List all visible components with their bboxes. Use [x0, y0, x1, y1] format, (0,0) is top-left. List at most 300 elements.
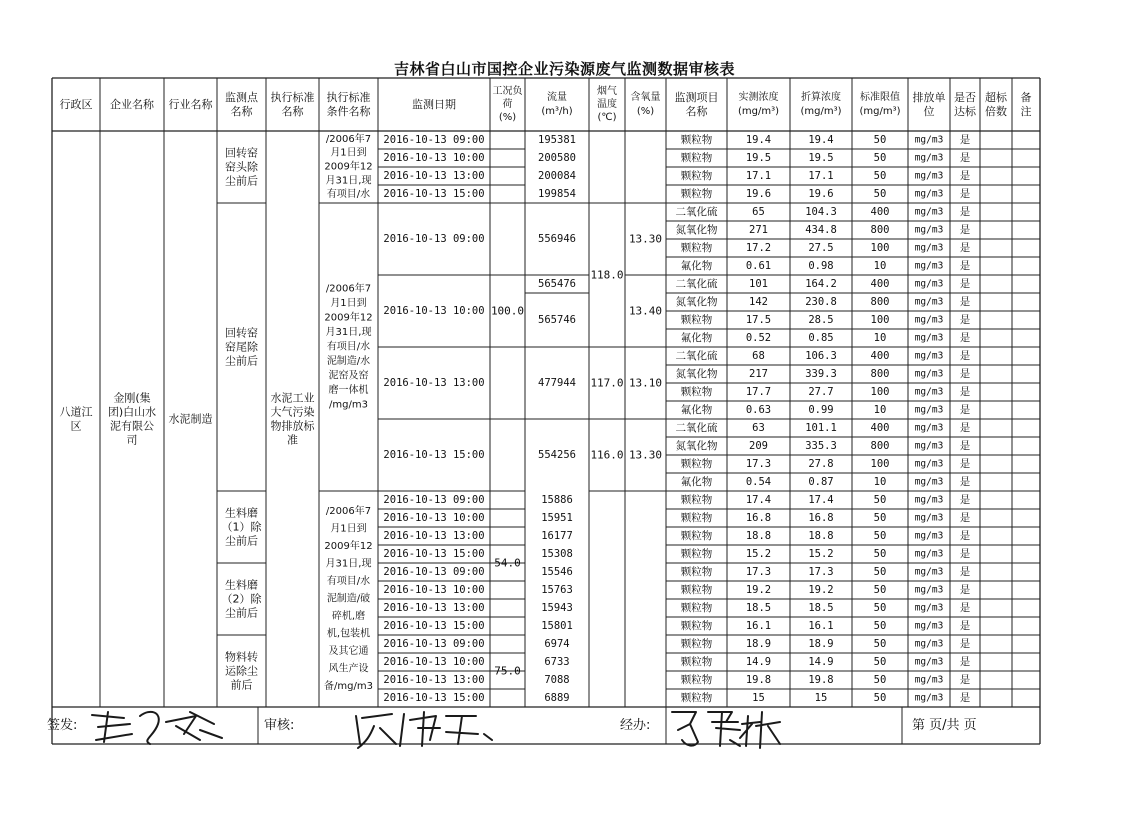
unit-cell: mg/m3 [914, 638, 944, 650]
header-measured: 实测浓度 [738, 92, 779, 103]
measured-cell: 0.61 [745, 260, 772, 272]
item-cell: 氟化物 [680, 404, 713, 416]
oxygen-cell: 13.10 [628, 376, 663, 390]
header-date: 监测日期 [412, 98, 456, 111]
condition-mills: 机,包装机 [326, 628, 371, 640]
unit-cell: mg/m3 [914, 332, 944, 344]
item-cell: 氟化物 [680, 332, 713, 344]
condition-kiln-tail: 有项目/水 [326, 341, 371, 353]
date-cell: 2016-10-13 10:00 [383, 152, 485, 164]
unit-cell: mg/m3 [914, 476, 944, 488]
measured-cell: 17.1 [745, 170, 772, 182]
header-standard: 名称 [281, 105, 304, 118]
date-cell: 2016-10-13 10:00 [383, 305, 485, 317]
measured-cell: 18.5 [745, 602, 772, 614]
meets-cell: 是 [959, 296, 971, 308]
unit-cell: mg/m3 [914, 242, 944, 254]
condition-mills: 及其它通 [328, 646, 369, 657]
flow-cell: 565746 [538, 314, 576, 326]
item-cell: 颗粒物 [680, 512, 713, 524]
unit-cell: mg/m3 [914, 692, 944, 704]
converted-cell: 27.7 [808, 386, 834, 398]
converted-cell: 18.9 [808, 638, 834, 650]
header-exceed: 倍数 [985, 105, 1007, 118]
measured-cell: 0.54 [745, 476, 772, 488]
company-cell: 泥有限公 [110, 419, 154, 433]
unit-cell: mg/m3 [914, 674, 944, 686]
measured-cell: 209 [749, 440, 768, 452]
date-cell: 2016-10-13 15:00 [383, 548, 485, 560]
converted-cell: 0.85 [808, 332, 834, 344]
industry-cell: 水泥制造 [168, 412, 213, 426]
issue-signature [92, 712, 222, 744]
date-cell: 2016-10-13 09:00 [383, 638, 485, 650]
header-item: 名称 [685, 105, 708, 118]
item-cell: 颗粒物 [680, 566, 713, 578]
date-cell: 2016-10-13 10:00 [383, 512, 485, 524]
region-cell: 八道江 [59, 405, 93, 419]
measured-cell: 15 [752, 692, 765, 704]
condition-mills: 风生产设 [328, 663, 369, 675]
measured-cell: 65 [752, 206, 765, 218]
measured-cell: 18.9 [745, 638, 772, 650]
header-load: (%) [498, 112, 517, 123]
flow-cell: 15763 [541, 584, 573, 596]
flow-cell: 6974 [544, 638, 570, 650]
flow-cell: 15951 [541, 512, 573, 524]
header-converted: 折算浓度 [801, 92, 841, 103]
measured-cell: 19.5 [745, 152, 772, 164]
condition-mills: 月1日到 [330, 523, 367, 535]
condition-kiln-tail: /2006年7 [325, 283, 372, 295]
limit-cell: 800 [870, 224, 890, 236]
header-industry: 行业名称 [168, 98, 213, 111]
unit-cell: mg/m3 [914, 134, 944, 146]
item-cell: 二氧化硫 [675, 206, 718, 218]
header-temp: 烟气 [597, 86, 617, 97]
oxygen-cell: 13.30 [628, 232, 663, 246]
measured-cell: 19.4 [745, 134, 772, 146]
condition-mills: 备/mg/m3 [324, 681, 373, 692]
converted-cell: 17.4 [808, 494, 834, 506]
unit-cell: mg/m3 [914, 620, 944, 632]
flow-cell: 200084 [538, 170, 576, 182]
meets-cell: 是 [959, 548, 971, 560]
limit-cell: 400 [870, 278, 890, 290]
converted-cell: 18.8 [808, 530, 834, 542]
flow-cell: 7088 [544, 674, 570, 686]
item-cell: 颗粒物 [680, 638, 713, 650]
limit-cell: 10 [873, 404, 887, 416]
converted-cell: 16.1 [808, 620, 834, 632]
flow-cell: 6889 [544, 692, 570, 704]
condition-mills: 月31日,现 [325, 558, 372, 570]
condition-kiln-head: /2006年7 [325, 133, 372, 145]
header-unit: 位 [923, 105, 935, 118]
item-cell: 颗粒物 [680, 458, 713, 470]
header-load: 工况负 [492, 86, 523, 97]
flow-cell: 199854 [538, 188, 576, 200]
handler-label: 经办: [620, 718, 651, 733]
meets-cell: 是 [959, 494, 971, 506]
item-cell: 氮氧化物 [675, 440, 718, 452]
unit-cell: mg/m3 [914, 350, 944, 362]
measured-cell: 17.3 [745, 458, 772, 470]
item-cell: 颗粒物 [680, 314, 713, 326]
meets-cell: 是 [959, 458, 971, 470]
measured-cell: 19.6 [745, 188, 772, 200]
flow-cell: 565476 [538, 278, 576, 290]
flow-cell: 477944 [538, 377, 576, 389]
limit-cell: 400 [870, 350, 890, 362]
measured-cell: 17.3 [745, 566, 772, 578]
standard-cell: 物排放标 [270, 419, 315, 433]
meets-cell: 是 [959, 260, 971, 272]
flow-cell: 15886 [541, 494, 573, 506]
measured-cell: 19.2 [745, 584, 772, 596]
flow-cell: 15546 [541, 566, 573, 578]
unit-cell: mg/m3 [914, 260, 944, 272]
converted-cell: 106.3 [805, 350, 837, 362]
point-kiln-head: 窑头除 [225, 160, 258, 174]
meets-cell: 是 [959, 476, 971, 488]
header-meets: 达标 [954, 105, 976, 118]
point-material-transfer: 物料转 [225, 650, 258, 664]
date-cell: 2016-10-13 09:00 [383, 494, 485, 506]
limit-cell: 50 [873, 602, 887, 614]
limit-cell: 50 [873, 656, 887, 668]
condition-mills: 碎机,磨 [331, 611, 366, 622]
flow-cell: 16177 [541, 530, 573, 542]
measured-cell: 16.8 [745, 512, 772, 524]
meets-cell: 是 [959, 242, 971, 254]
unit-cell: mg/m3 [914, 566, 944, 578]
meets-cell: 是 [959, 170, 971, 182]
limit-cell: 50 [873, 584, 887, 596]
flow-cell: 15943 [541, 602, 573, 614]
meets-cell: 是 [959, 512, 971, 524]
header-temp: 温度 [597, 99, 617, 110]
measured-cell: 271 [749, 224, 768, 236]
point-raw-mill-2: （2）除 [221, 592, 262, 606]
condition-kiln-tail: 泥制造/水 [326, 356, 371, 367]
header-load: 荷 [502, 99, 513, 110]
measured-cell: 17.7 [745, 386, 772, 398]
point-raw-mill-2: 生料磨 [225, 578, 258, 592]
load-kiln: 100.0 [490, 304, 525, 318]
meets-cell: 是 [959, 620, 971, 632]
limit-cell: 100 [870, 458, 890, 470]
item-cell: 颗粒物 [680, 170, 713, 182]
unit-cell: mg/m3 [914, 458, 944, 470]
limit-cell: 800 [870, 296, 890, 308]
unit-cell: mg/m3 [914, 170, 944, 182]
meets-cell: 是 [959, 422, 971, 434]
item-cell: 颗粒物 [680, 584, 713, 596]
unit-cell: mg/m3 [914, 224, 944, 236]
limit-cell: 50 [873, 638, 887, 650]
oxygen-cell: 13.40 [628, 304, 663, 318]
header-point: 监测点 [225, 91, 258, 104]
limit-cell: 50 [873, 566, 887, 578]
limit-cell: 50 [873, 170, 887, 182]
limit-cell: 10 [873, 476, 887, 488]
limit-cell: 100 [870, 242, 890, 254]
item-cell: 颗粒物 [680, 548, 713, 560]
condition-kiln-tail: 泥窑及窑 [328, 370, 369, 382]
condition-kiln-tail: 磨一体机 [328, 385, 369, 396]
header-remark: 备 [1020, 91, 1032, 104]
measured-cell: 63 [752, 422, 765, 434]
point-kiln-tail: 尘前后 [225, 354, 258, 368]
header-condition: 条件名称 [326, 105, 371, 118]
unit-cell: mg/m3 [914, 656, 944, 668]
unit-cell: mg/m3 [914, 512, 944, 524]
item-cell: 二氧化硫 [675, 422, 718, 434]
converted-cell: 0.98 [808, 260, 834, 272]
date-cell: 2016-10-13 13:00 [383, 530, 485, 542]
item-cell: 颗粒物 [680, 152, 713, 164]
point-kiln-head: 尘前后 [225, 174, 258, 188]
flow-cell: 200580 [538, 152, 576, 164]
condition-mills: 有项目/水 [326, 576, 371, 587]
header-meets: 是否 [954, 91, 976, 104]
converted-cell: 0.87 [808, 476, 834, 488]
date-cell: 2016-10-13 09:00 [383, 233, 485, 245]
date-cell: 2016-10-13 15:00 [383, 620, 485, 632]
item-cell: 颗粒物 [680, 656, 713, 668]
date-cell: 2016-10-13 10:00 [383, 584, 485, 596]
converted-cell: 101.1 [805, 422, 837, 434]
item-cell: 氮氧化物 [675, 224, 718, 236]
item-cell: 颗粒物 [680, 674, 713, 686]
item-cell: 氮氧化物 [675, 296, 718, 308]
limit-cell: 50 [873, 134, 887, 146]
measured-cell: 0.63 [745, 404, 772, 416]
temp-cell: 117.0 [590, 376, 624, 390]
unit-cell: mg/m3 [914, 368, 944, 380]
review-label: 审核: [264, 718, 295, 733]
point-raw-mill-1: （1）除 [221, 520, 262, 534]
header-limit: 标准限值 [860, 92, 900, 103]
converted-cell: 164.2 [805, 278, 837, 290]
meets-cell: 是 [959, 224, 971, 236]
measured-cell: 14.9 [745, 656, 772, 668]
limit-cell: 800 [870, 368, 890, 380]
item-cell: 颗粒物 [680, 692, 713, 704]
limit-cell: 100 [870, 386, 890, 398]
converted-cell: 18.5 [808, 602, 834, 614]
meets-cell: 是 [959, 350, 971, 362]
condition-kiln-tail: 月31日,现 [325, 327, 372, 338]
point-kiln-tail: 回转窑 [225, 326, 258, 340]
meets-cell: 是 [959, 602, 971, 614]
header-exceed: 超标 [985, 91, 1007, 104]
limit-cell: 10 [873, 260, 887, 272]
limit-cell: 50 [873, 548, 887, 560]
company-cell: 司 [126, 433, 138, 447]
meets-cell: 是 [959, 404, 971, 416]
meets-cell: 是 [959, 152, 971, 164]
measured-cell: 17.5 [745, 314, 772, 326]
point-material-transfer: 运除尘 [225, 664, 258, 678]
company-cell: 金刚(集 [113, 391, 151, 405]
meets-cell: 是 [959, 134, 971, 146]
measured-cell: 68 [752, 350, 765, 362]
measured-cell: 0.52 [745, 332, 772, 344]
converted-cell: 17.1 [808, 170, 834, 182]
date-cell: 2016-10-13 13:00 [383, 674, 485, 686]
limit-cell: 10 [873, 332, 887, 344]
limit-cell: 50 [873, 494, 887, 506]
flow-cell: 195381 [538, 134, 576, 146]
unit-cell: mg/m3 [914, 422, 944, 434]
flow-cell: 15308 [541, 548, 573, 560]
flow-cell: 6733 [544, 656, 570, 668]
item-cell: 二氧化硫 [675, 278, 718, 290]
limit-cell: 400 [870, 206, 890, 218]
measured-cell: 142 [749, 296, 768, 308]
header-measured: (mg/m³) [737, 106, 780, 117]
header-unit: 排放单 [912, 91, 946, 104]
measured-cell: 18.8 [745, 530, 772, 542]
meets-cell: 是 [959, 314, 971, 326]
flow-cell: 554256 [538, 449, 576, 461]
handler-signature [672, 712, 780, 748]
date-cell: 2016-10-13 09:00 [383, 566, 485, 578]
meets-cell: 是 [959, 332, 971, 344]
condition-kiln-head: 月1日到 [330, 147, 367, 159]
unit-cell: mg/m3 [914, 278, 944, 290]
region-cell: 区 [70, 419, 82, 433]
unit-cell: mg/m3 [914, 386, 944, 398]
meets-cell: 是 [959, 386, 971, 398]
header-standard: 执行标准 [270, 91, 315, 104]
header-temp: (℃) [597, 112, 617, 123]
point-raw-mill-2: 尘前后 [225, 606, 258, 620]
converted-cell: 16.8 [808, 512, 834, 524]
converted-cell: 17.3 [808, 566, 834, 578]
converted-cell: 15 [814, 692, 828, 704]
unit-cell: mg/m3 [914, 152, 944, 164]
unit-cell: mg/m3 [914, 296, 944, 308]
meets-cell: 是 [959, 440, 971, 452]
temp-cell: 118.0 [590, 268, 624, 282]
condition-kiln-tail: 月1日到 [330, 298, 367, 309]
point-kiln-head: 回转窑 [225, 146, 258, 160]
converted-cell: 339.3 [805, 368, 837, 380]
date-cell: 2016-10-13 15:00 [383, 692, 485, 704]
document-title: 吉林省白山市国控企业污染源废气监测数据审核表 [393, 60, 735, 78]
converted-cell: 27.8 [808, 458, 834, 470]
point-kiln-tail: 窑尾除 [225, 340, 258, 354]
header-limit: (mg/m³) [859, 106, 901, 117]
unit-cell: mg/m3 [914, 602, 944, 614]
unit-cell: mg/m3 [914, 494, 944, 506]
measured-cell: 19.8 [745, 674, 772, 686]
unit-cell: mg/m3 [914, 404, 944, 416]
load-mill: 54.0 [494, 556, 521, 570]
header-company: 企业名称 [110, 98, 154, 111]
header-flow: (m³/h) [541, 106, 573, 117]
limit-cell: 50 [873, 692, 887, 704]
unit-cell: mg/m3 [914, 206, 944, 218]
standard-cell: 大气污染 [270, 405, 315, 419]
standard-cell: 准 [287, 433, 298, 447]
measured-cell: 16.1 [745, 620, 772, 632]
converted-cell: 104.3 [805, 206, 837, 218]
issue-label: 签发: [47, 718, 78, 733]
converted-cell: 0.99 [808, 404, 834, 416]
item-cell: 颗粒物 [680, 494, 713, 506]
item-cell: 颗粒物 [680, 188, 713, 200]
item-cell: 颗粒物 [680, 134, 713, 146]
converted-cell: 19.4 [808, 134, 834, 146]
measured-cell: 17.2 [745, 242, 772, 254]
item-cell: 氟化物 [680, 260, 713, 272]
limit-cell: 800 [870, 440, 890, 452]
point-raw-mill-1: 尘前后 [225, 534, 258, 548]
unit-cell: mg/m3 [914, 548, 944, 560]
limit-cell: 50 [873, 674, 887, 686]
date-cell: 2016-10-13 15:00 [383, 188, 485, 200]
date-cell: 2016-10-13 13:00 [383, 377, 485, 389]
header-oxygen: (%) [636, 106, 655, 117]
measured-cell: 217 [749, 368, 768, 380]
limit-cell: 50 [873, 620, 887, 632]
flow-cell: 556946 [538, 233, 576, 245]
converted-cell: 19.6 [808, 188, 834, 200]
meets-cell: 是 [959, 278, 971, 290]
limit-cell: 400 [870, 422, 890, 434]
item-cell: 二氧化硫 [675, 350, 718, 362]
converted-cell: 335.3 [805, 440, 837, 452]
flow-cell: 15801 [541, 620, 573, 632]
limit-cell: 50 [873, 530, 887, 542]
date-cell: 2016-10-13 15:00 [383, 449, 485, 461]
header-condition: 执行标准 [326, 91, 371, 104]
load-transfer: 75.0 [494, 664, 521, 678]
converted-cell: 19.8 [808, 674, 834, 686]
condition-kiln-tail: /mg/m3 [329, 399, 368, 411]
unit-cell: mg/m3 [914, 314, 944, 326]
header-point: 名称 [230, 105, 253, 118]
date-cell: 2016-10-13 09:00 [383, 134, 485, 146]
meets-cell: 是 [959, 530, 971, 542]
header-converted: (mg/m³) [800, 106, 842, 117]
converted-cell: 14.9 [808, 656, 834, 668]
unit-cell: mg/m3 [914, 530, 944, 542]
meets-cell: 是 [959, 674, 971, 686]
oxygen-cell: 13.30 [628, 448, 663, 462]
date-cell: 2016-10-13 10:00 [383, 656, 485, 668]
limit-cell: 50 [873, 188, 887, 200]
measured-cell: 17.4 [745, 494, 772, 506]
item-cell: 氟化物 [680, 476, 713, 488]
date-cell: 2016-10-13 13:00 [383, 170, 485, 182]
meets-cell: 是 [959, 206, 971, 218]
header-oxygen: 含氧量 [630, 92, 661, 103]
header-item: 监测项目 [674, 91, 719, 104]
item-cell: 颗粒物 [680, 242, 713, 254]
converted-cell: 19.2 [808, 584, 834, 596]
limit-cell: 50 [873, 152, 887, 164]
meets-cell: 是 [959, 566, 971, 578]
item-cell: 颗粒物 [680, 620, 713, 632]
condition-kiln-head: 月31日,现 [325, 175, 372, 187]
limit-cell: 50 [873, 512, 887, 524]
point-raw-mill-1: 生料磨 [225, 506, 258, 520]
